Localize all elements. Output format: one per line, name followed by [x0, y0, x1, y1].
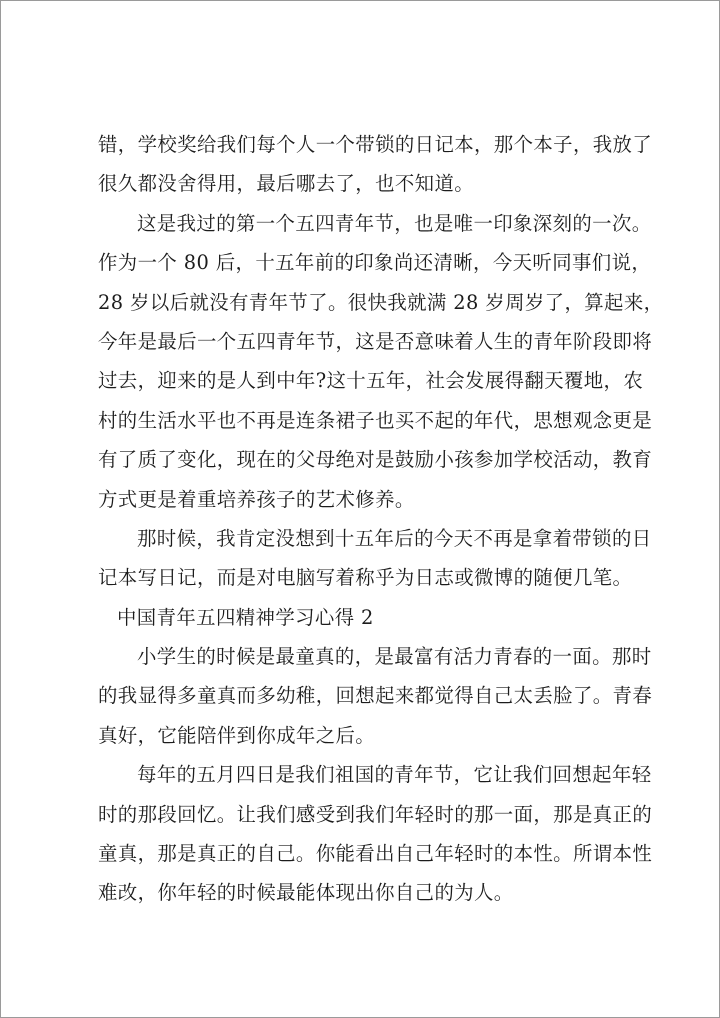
- text-line: 真好，它能陪伴到你成年之后。: [98, 723, 376, 747]
- text-line: 有了质了变化，现在的父母绝对是鼓励小孩参加学校活动，教育: [98, 448, 653, 472]
- text-line: 的我显得多童真而多幼稚，回想起来都觉得自己太丢脸了。青春: [98, 684, 653, 708]
- text-line: 错，学校奖给我们每个人一个带锁的日记本，那个本子，我放了: [98, 133, 653, 156]
- document-body: [98, 125, 664, 913]
- section-heading: 中国青年五四精神学习心得 2: [117, 605, 374, 629]
- paragraph-start-line: 这是我过的第一个五四青年节，也是唯一印象深刻的一次。: [137, 211, 652, 235]
- text-line: 28 岁以后就没有青年节了。很快我就满 28 岁周岁了，算起来，: [98, 290, 664, 314]
- text-line: 作为一个 80 后，十五年前的印象尚还清晰，今天听同事们说，: [98, 251, 652, 275]
- text-line: 村的生活水平也不再是连条裙子也买不起的年代，思想观念更是: [98, 408, 653, 432]
- paragraph-start-line: 小学生的时候是最童真的，是最富有活力青春的一面。那时: [137, 645, 652, 669]
- text-line: 很久都没舍得用，最后哪去了，也不知道。: [98, 172, 475, 196]
- text-line: 难改，你年轻的时候最能体现出你自己的为人。: [98, 881, 514, 905]
- paragraph-start-line: 每年的五月四日是我们祖国的青年节，它让我们回想起年轻: [137, 763, 652, 787]
- text-line: 今年是最后一个五四青年节，这是否意味着人生的青年阶段即将: [98, 329, 653, 353]
- paragraph-start-line: 那时候，我肯定没想到十五年后的今天不再是拿着带锁的日: [137, 526, 652, 550]
- text-line: 方式更是着重培养孩子的艺术修养。: [98, 487, 415, 511]
- text-line: 过去，迎来的是人到中年?这十五年，社会发展得翻天覆地，农: [98, 369, 644, 393]
- text-line: 童真，那是真正的自己。你能看出自己年轻时的本性。所谓本性: [98, 842, 653, 866]
- text-line: 时的那段回忆。让我们感受到我们年轻时的那一面，那是真正的: [98, 802, 653, 826]
- text-line: 记本写日记，而是对电脑写着称乎为日志或微博的随便几笔。: [98, 566, 633, 590]
